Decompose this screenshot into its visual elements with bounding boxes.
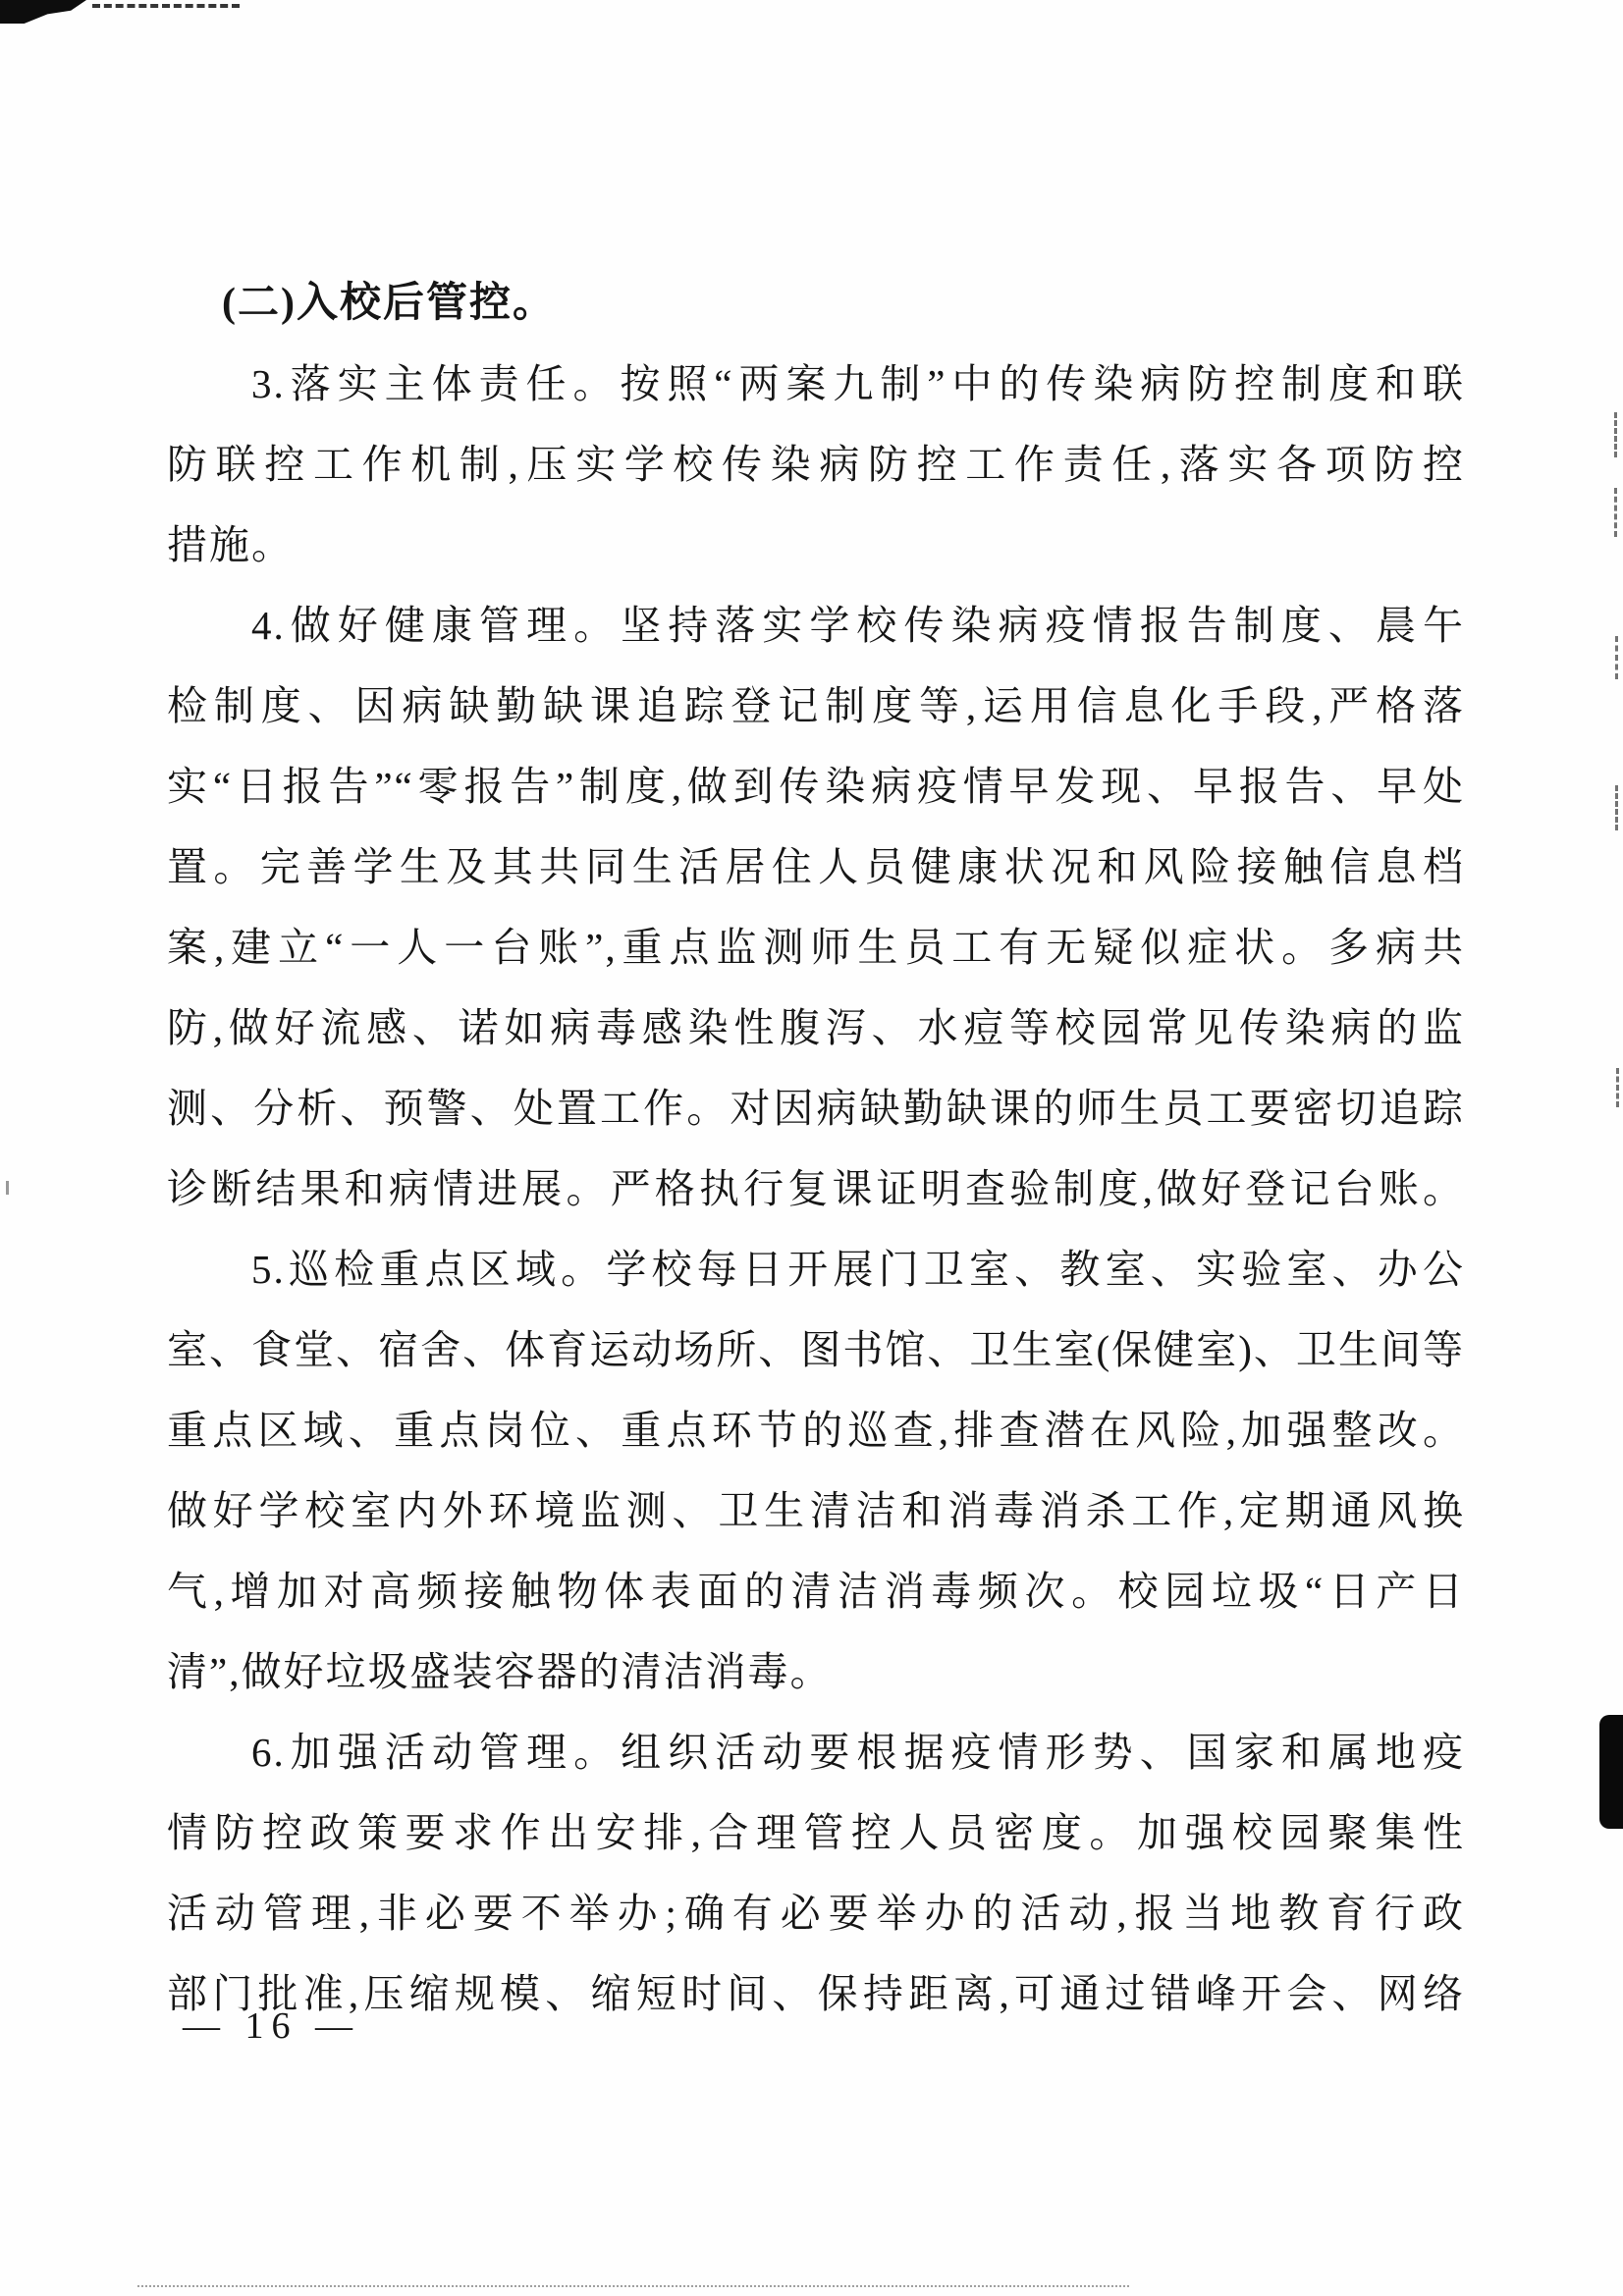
scan-artifact-bottom-dotted-line [137,2285,1129,2287]
paragraph-4-line: 4.做好健康管理。坚持落实学校传染病疫情报告制度、晨午 [251,603,1465,648]
paragraph-4-line: 防,做好流感、诺如病毒感染性腹泻、水痘等校园常见传染病的监 [167,1005,1465,1050]
scan-artifact-right-blob [1599,1715,1623,1829]
paragraph-4-line: 实“日报告”“零报告”制度,做到传染病疫情早发现、早报告、早处 [167,764,1465,809]
scan-artifact-right-dash [1615,636,1618,679]
paragraph-4-line: 测、分析、预警、处置工作。对因病缺勤缺课的师生员工要密切追踪 [167,1086,1465,1131]
scan-artifact-top-dashed-line [92,4,240,8]
paragraph-4-line: 诊断结果和病情进展。严格执行复课证明查验制度,做好登记台账。 [167,1166,1465,1211]
section-heading: (二)入校后管控。 [222,281,556,326]
paragraph-6-line: 部门批准,压缩规模、缩短时间、保持距离,可通过错峰开会、网络 [167,1971,1465,2016]
paragraph-3-line: 防联控工作机制,压实学校传染病防控工作责任,落实各项防控 [167,442,1465,487]
paragraph-4-line: 案,建立“一人一台账”,重点监测师生员工有无疑似症状。多病共 [167,925,1465,970]
paragraph-4-line: 置。完善学生及其共同生活居住人员健康状况和风险接触信息档 [167,844,1465,889]
scan-artifact-right-dash [1615,785,1618,830]
paragraph-3-line: 3.落实主体责任。按照“两案九制”中的传染病防控制度和联 [251,361,1465,406]
paragraph-4-line: 检制度、因病缺勤缺课追踪登记制度等,运用信息化手段,严格落 [167,683,1465,728]
paragraph-5-line: 做好学校室内外环境监测、卫生清洁和消毒消杀工作,定期通风换 [167,1488,1465,1533]
scan-artifact-right-dash [1614,488,1617,537]
paragraph-6-line: 情防控政策要求作出安排,合理管控人员密度。加强校园聚集性 [167,1810,1465,1855]
paragraph-5-line: 气,增加对高频接触物体表面的清洁消毒频次。校园垃圾“日产日 [167,1569,1465,1614]
paragraph-5-line: 重点区域、重点岗位、重点环节的巡查,排查潜在风险,加强整改。 [167,1408,1465,1453]
paragraph-3-line: 措施。 [167,522,294,567]
document-body [167,263,1465,2034]
paragraph-6-line: 活动管理,非必要不举办;确有必要举办的活动,报当地教育行政 [167,1891,1465,1936]
scan-artifact-top-left-mark [0,0,86,24]
paragraph-6-line: 6.加强活动管理。组织活动要根据疫情形势、国家和属地疫 [251,1730,1465,1775]
paragraph-5-line: 室、食堂、宿舍、体育运动场所、图书馆、卫生室(保健室)、卫生间等 [167,1327,1465,1372]
paragraph-5-line: 清”,做好垃圾盛装容器的清洁消毒。 [167,1649,833,1694]
scan-artifact-right-dash [1616,1068,1619,1107]
paragraph-5-line: 5.巡检重点区域。学校每日开展门卫室、教室、实验室、办公 [251,1247,1465,1292]
page-number: — 16 — [183,2005,360,2047]
scan-artifact-right-dash [1614,412,1617,457]
scan-artifact-left-tick [6,1181,9,1195]
